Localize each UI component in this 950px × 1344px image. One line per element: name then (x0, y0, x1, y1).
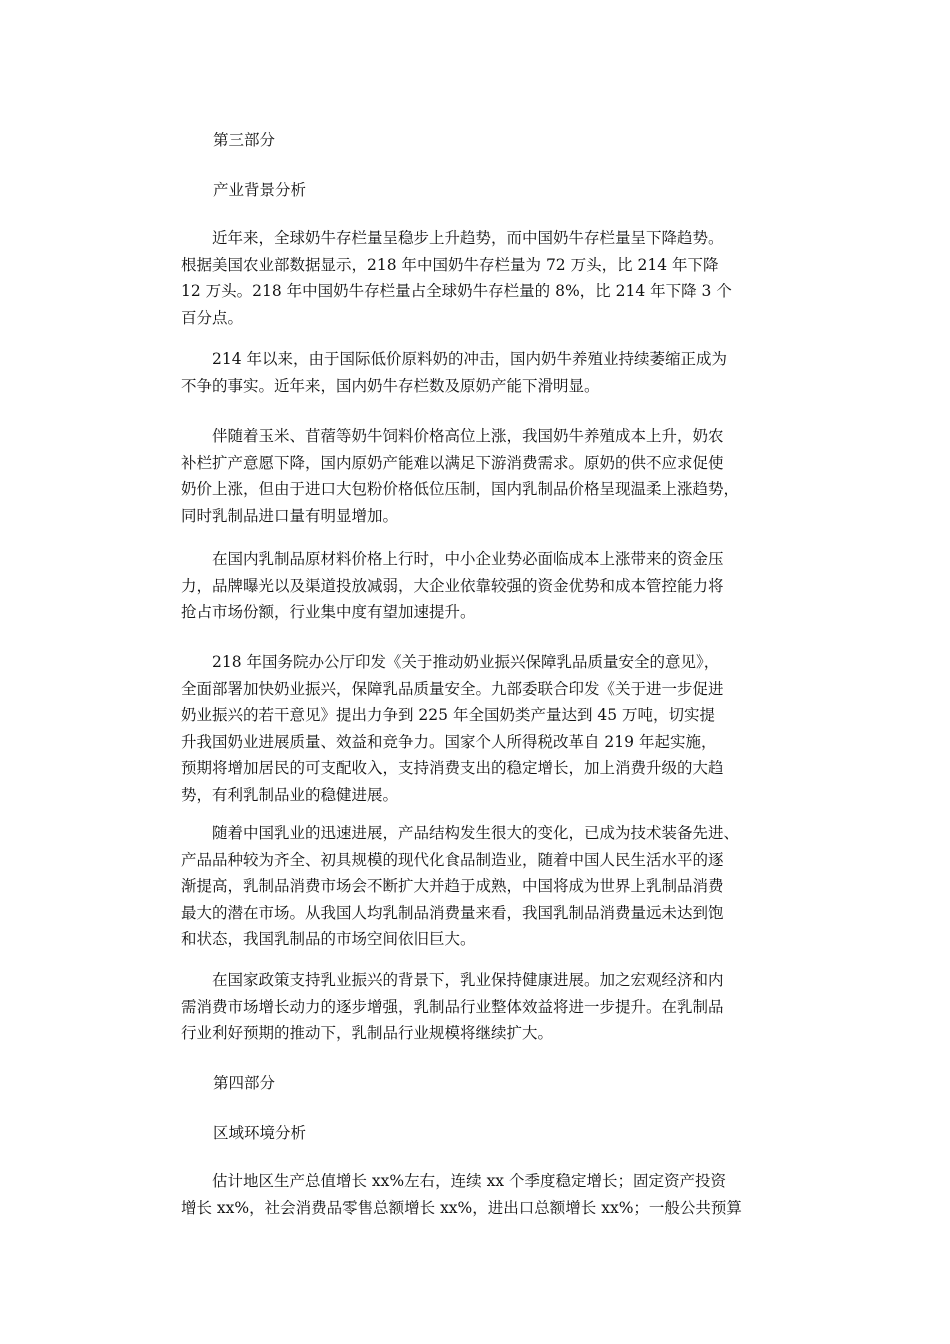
text-line: 不争的事实。近年来，国内奶牛存栏数及原奶产能下滑明显。 (181, 376, 600, 395)
text-line: 214 年以来，由于国际低价原料奶的冲击，国内奶牛养殖业持续萎缩正成为 (181, 350, 728, 368)
paragraph-raw-milk-decline (181, 346, 781, 399)
paragraph-regional-economy (181, 1168, 781, 1221)
text-line: 在国家政策支持乳业振兴的背景下，乳业保持健康进展。加之宏观经济和内 (181, 971, 724, 989)
text-line: 在国内乳制品原材料价格上行时，中小企业势必面临成本上涨带来的资金压 (181, 550, 724, 568)
text-line: 升我国奶业进展质量、效益和竞争力。国家个人所得税改革自 219 年起实施， (181, 732, 717, 751)
text-line: 近年来，全球奶牛存栏量呈稳步上升趋势，而中国奶牛存栏量呈下降趋势。 (181, 229, 724, 247)
part3-subtitle: 产业背景分析 (213, 181, 307, 199)
text-line: 抢占市场份额，行业集中度有望加速提升。 (181, 603, 476, 621)
text-line: 增长 xx%，社会消费品零售总额增长 xx%，进出口总额增长 xx%；一般公共预算 (181, 1198, 742, 1217)
text-line: 百分点。 (181, 308, 244, 327)
text-line: 补栏扩产意愿下降，国内原奶产能难以满足下游消费需求。原奶的供不应求促使 (181, 453, 724, 472)
text-line: 218 年国务院办公厅印发《关于推动奶业振兴保障乳品质量安全的意见》， (181, 653, 720, 671)
text-line: 势，有利乳制品业的稳健进展。 (181, 785, 399, 804)
text-line: 同时乳制品进口量有明显增加。 (181, 506, 399, 525)
text-line: 奶业振兴的若干意见》提出力争到 225 年全国奶类产量达到 45 万吨，切实提 (181, 706, 716, 724)
text-line: 根据美国农业部数据显示，218 年中国奶牛存栏量为 72 万头，比 214 年下降 (181, 255, 719, 274)
text-line: 最大的潜在市场。从我国人均乳制品消费量来看，我国乳制品消费量远未达到饱 (181, 903, 724, 922)
text-line: 随着中国乳业的迅速进展，产品结构发生很大的变化，已成为技术装备先进、 (181, 824, 740, 842)
paragraph-industry-concentration (181, 546, 781, 626)
text-line: 伴随着玉米、苜蓿等奶牛饲料价格高位上涨，我国奶牛养殖成本上升，奶农 (181, 427, 724, 445)
part3-title: 第三部分 (213, 131, 276, 149)
paragraph-outlook (181, 967, 781, 1047)
text-line: 行业利好预期的推动下，乳制品行业规模将继续扩大。 (181, 1024, 554, 1042)
text-line: 预期将增加居民的可支配收入，支持消费支出的稳定增长，加上消费升级的大趋 (181, 759, 724, 777)
text-line: 奶价上涨，但由于进口大包粉价格低位压制，国内乳制品价格呈现温柔上涨趋势， (181, 480, 740, 498)
part4-title: 第四部分 (213, 1074, 276, 1092)
text-line: 产品品种较为齐全、初具规模的现代化食品制造业，随着中国人民生活水平的逐 (181, 850, 724, 869)
text-line: 渐提高，乳制品消费市场会不断扩大并趋于成熟，中国将成为世界上乳制品消费 (181, 877, 724, 895)
paragraph-market-potential (181, 820, 781, 953)
text-line: 估计地区生产总值增长 xx%左右，连续 xx 个季度稳定增长；固定资产投资 (181, 1172, 726, 1190)
part4-subtitle: 区域环境分析 (213, 1124, 307, 1142)
text-line: 力，品牌曝光以及渠道投放减弱，大企业依靠较强的资金优势和成本管控能力将 (181, 576, 724, 595)
paragraph-policy (181, 649, 781, 808)
text-line: 全面部署加快奶业振兴，保障乳品质量安全。九部委联合印发《关于进一步促进 (181, 679, 724, 698)
text-line: 12 万头。218 年中国奶牛存栏量占全球奶牛存栏量的 8%，比 214 年下降 3 个 (181, 282, 732, 300)
text-line: 和状态，我国乳制品的市场空间依旧巨大。 (181, 930, 476, 948)
text-line: 需消费市场增长动力的逐步增强，乳制品行业整体效益将进一步提升。在乳制品 (181, 997, 724, 1016)
paragraph-feed-cost (181, 423, 781, 529)
paragraph-dairy-herd-trend (181, 225, 781, 331)
